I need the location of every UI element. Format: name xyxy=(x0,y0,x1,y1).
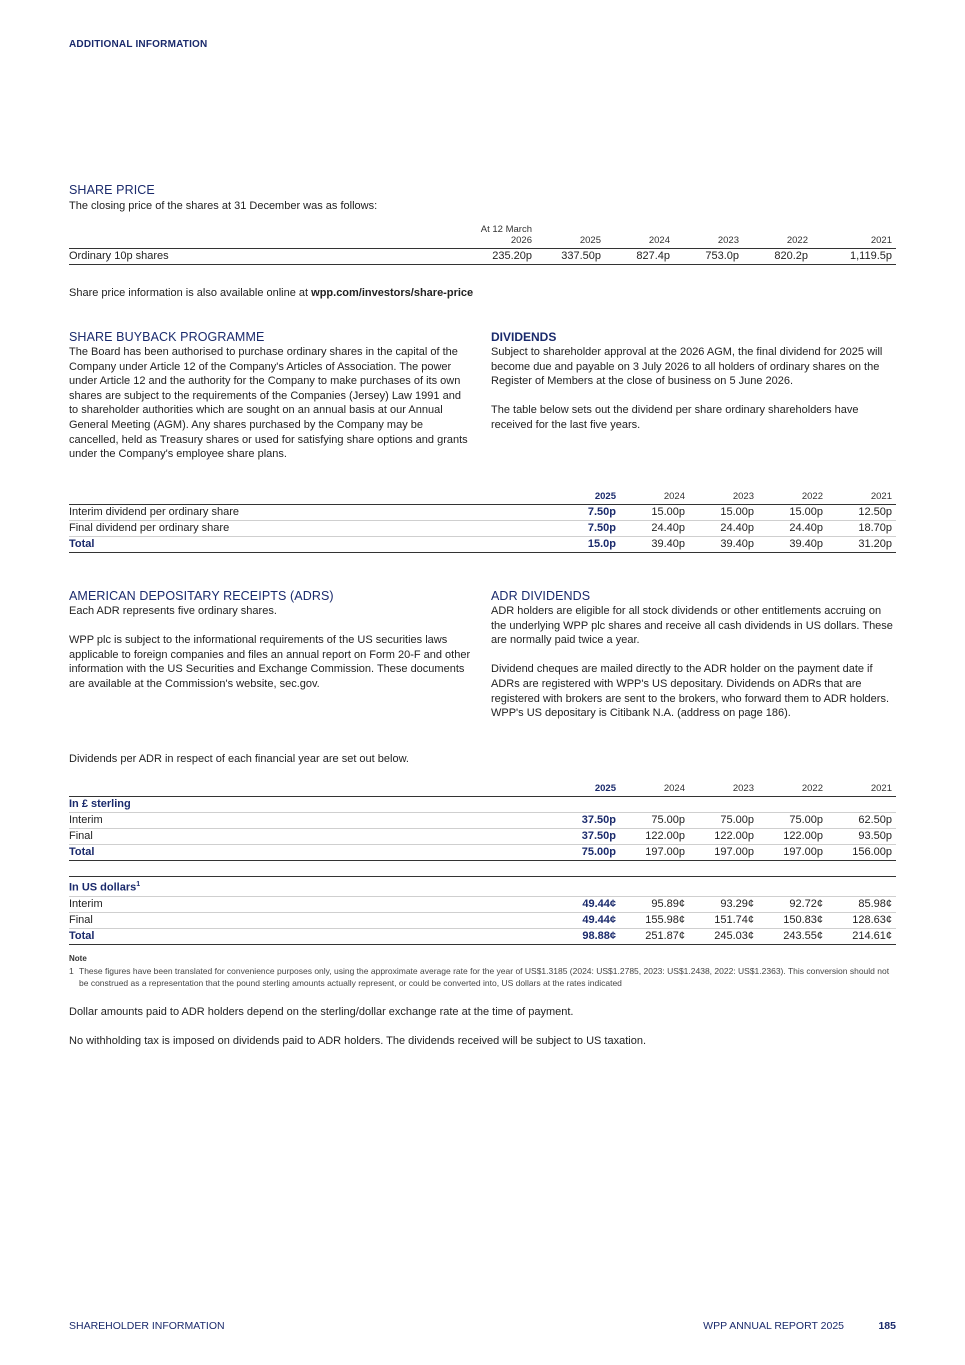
cell: 156.00p xyxy=(827,845,896,861)
cell: 122.00p xyxy=(758,829,827,845)
cell: 7.50p xyxy=(551,521,620,537)
header-cell: 2022 xyxy=(758,780,827,797)
cell: 753.0p xyxy=(674,249,743,265)
usd-label: In US dollars xyxy=(69,881,137,894)
row-label: Interim xyxy=(69,813,551,829)
cell: 39.40p xyxy=(620,537,689,553)
closing-para: Dollar amounts paid to ADR holders depend on the sterling/dollar exchange rate at the time of payment. xyxy=(69,1006,574,1018)
cell: 75.00p xyxy=(620,813,689,829)
cell: 15.00p xyxy=(620,505,689,521)
row-label: Interim xyxy=(69,896,551,912)
table-row xyxy=(69,928,896,944)
header-cell xyxy=(69,488,551,505)
page-number: 185 xyxy=(878,1320,896,1332)
dividends-para: The table below sets out the dividend per share ordinary shareholders have received for the last five years. xyxy=(491,404,859,431)
cell: 243.55¢ xyxy=(758,928,827,944)
header-cell: 2023 xyxy=(674,224,743,249)
cell: 95.89¢ xyxy=(620,896,689,912)
cell: 37.50p xyxy=(551,829,620,845)
adr-dividends-title: ADR DIVIDENDS xyxy=(491,589,591,603)
table-row xyxy=(69,896,896,912)
adrs-title: AMERICAN DEPOSITARY RECEIPTS (ADRS) xyxy=(69,589,334,603)
header-cell: 2024 xyxy=(605,224,674,249)
table-group-row xyxy=(69,797,896,813)
header-cell: 2022 xyxy=(743,224,812,249)
cell: 197.00p xyxy=(758,845,827,861)
cell: 337.50p xyxy=(536,249,605,265)
header-cell: 2025 xyxy=(551,488,620,505)
header-cell: 2023 xyxy=(689,780,758,797)
footer-section: SHAREHOLDER INFORMATION xyxy=(69,1320,225,1332)
row-label: Final xyxy=(69,829,551,845)
cell: 122.00p xyxy=(620,829,689,845)
header-cell: 2025 xyxy=(551,780,620,797)
cell: 24.40p xyxy=(758,521,827,537)
cell: 820.2p xyxy=(743,249,812,265)
adr-dividends-para: Dividend cheques are mailed directly to the ADR holder on the payment date if ADRs are registered with WPP's US depositary. Dividends on ADRs that are registered with brokers are sent to the brokers, who forward them to ADR holders. WPP's US depositary is Citibank N.A. (address on page 186). xyxy=(491,663,890,720)
closing-para: No withholding tax is imposed on dividends paid to ADR holders. The dividends received will be subject to US taxation. xyxy=(69,1035,647,1048)
header-cell: 2024 xyxy=(620,488,689,505)
cell: 49.44¢ xyxy=(551,912,620,928)
row-label: Total xyxy=(69,928,551,944)
header-cell: 2025 xyxy=(536,224,605,249)
cell: 1,119.5p xyxy=(812,249,896,265)
adrs-para: WPP plc is subject to the informational requirements of the US securities laws applicable to foreign companies and files an annual report on Form 20-F and other information with the US Securities and Exchange Commission. These documents are available at the Commission's website, sec.gov. xyxy=(69,634,471,690)
buyback-text: The Board has been authorised to purchase ordinary shares in the capital of the Company under Article 12 of the Company's Articles of Association. The power under Article 12 and the authority for the Company to make purchases of its own shares are subject to the requirements of the Companies (Jersey) Law 1991 and to shareholder authorities which are sought on an annual basis at our Annual General Meeting (AGM). Any shares purchased by the Company may be cancelled, held as Treasury shares or used for satisfying share options and grants under the Company's employee share plans. xyxy=(69,346,468,461)
row-label: Ordinary 10p shares xyxy=(69,249,464,265)
adr-dividends-para: ADR holders are eligible for all stock dividends or other entitlements accruing on the underlying WPP plc shares and receive all cash dividends in US dollars. These are normally paid twice a year. xyxy=(491,605,893,647)
header-cell: 2021 xyxy=(827,488,896,505)
header-cell xyxy=(69,780,551,797)
cell: 197.00p xyxy=(620,845,689,861)
cell: 15.00p xyxy=(689,505,758,521)
header-cell-at-12-march xyxy=(464,224,536,249)
cell: 122.00p xyxy=(689,829,758,845)
adr-dividends-text xyxy=(491,604,899,721)
header-cell: 2021 xyxy=(827,780,896,797)
footer-report: WPP ANNUAL REPORT 2025 xyxy=(703,1320,844,1332)
table-row xyxy=(69,829,896,845)
row-label: Interim dividend per ordinary share xyxy=(69,505,551,521)
table-spacer xyxy=(69,861,896,877)
section-header: ADDITIONAL INFORMATION xyxy=(69,39,208,50)
cell: 39.40p xyxy=(758,537,827,553)
online-prefix: Share price information is also available online at xyxy=(69,287,312,299)
cell: 75.00p xyxy=(689,813,758,829)
cell: 92.72¢ xyxy=(758,896,827,912)
row-label: Total xyxy=(69,537,551,553)
table-row xyxy=(69,505,896,521)
cell: 93.50p xyxy=(827,829,896,845)
adr-dividend-table xyxy=(69,780,896,945)
dividend-table xyxy=(69,488,896,553)
group-label xyxy=(69,877,551,897)
adr-table-intro: Dividends per ADR in respect of each financial year are set out below. xyxy=(69,753,409,765)
buyback-title: SHARE BUYBACK PROGRAMME xyxy=(69,330,265,344)
cell: 214.61¢ xyxy=(827,928,896,944)
cell: 37.50p xyxy=(551,813,620,829)
cell: 151.74¢ xyxy=(689,912,758,928)
cell: 98.88¢ xyxy=(551,928,620,944)
closing-text xyxy=(69,1005,897,1049)
cell: 75.00p xyxy=(551,845,620,861)
header-cell: 2022 xyxy=(758,488,827,505)
cell: 827.4p xyxy=(605,249,674,265)
group-label: In £ sterling xyxy=(69,797,551,813)
cell: 235.20p xyxy=(464,249,536,265)
cell: 7.50p xyxy=(551,505,620,521)
cell: 39.40p xyxy=(689,537,758,553)
cell: 49.44¢ xyxy=(551,896,620,912)
header-cell: 2023 xyxy=(689,488,758,505)
cell: 155.98¢ xyxy=(620,912,689,928)
cell: 251.87¢ xyxy=(620,928,689,944)
header-line: At 12 March xyxy=(480,224,532,235)
cell: 75.00p xyxy=(758,813,827,829)
share-price-title: SHARE PRICE xyxy=(69,183,155,197)
cell: 24.40p xyxy=(620,521,689,537)
share-price-table xyxy=(69,224,896,265)
dividends-text xyxy=(491,345,897,433)
cell: 18.70p xyxy=(827,521,896,537)
table-row xyxy=(69,521,896,537)
share-price-intro: The closing price of the shares at 31 December was as follows: xyxy=(69,200,378,212)
cell: 31.20p xyxy=(827,537,896,553)
dividends-para: Subject to shareholder approval at the 2026 AGM, the final dividend for 2025 will become due and payable on 3 July 2026 to all holders of ordinary shares on the Register of Members at the close of business on 5 June 2026. xyxy=(491,346,883,388)
note-number: 1 xyxy=(69,966,74,976)
share-price-link[interactable]: wpp.com/investors/share-price xyxy=(311,287,474,299)
adrs-para: Each ADR represents five ordinary shares. xyxy=(69,605,277,617)
header-cell xyxy=(69,224,464,249)
header-cell: 2024 xyxy=(620,780,689,797)
note-title: Note xyxy=(69,954,87,963)
cell: 24.40p xyxy=(689,521,758,537)
row-label: Total xyxy=(69,845,551,861)
table-row xyxy=(69,813,896,829)
table-row xyxy=(69,845,896,861)
cell: 245.03¢ xyxy=(689,928,758,944)
header-cell: 2021 xyxy=(812,224,896,249)
table-row xyxy=(69,912,896,928)
dividends-title: DIVIDENDS xyxy=(491,330,557,344)
note-text: These figures have been translated for convenience purposes only, using the approximate average rate for the year of US$1.3185 (2024: US$1.2785, 2023: US$1.2438, 2022: US$1.2363). This conversion should not be construed as a representation that the pound sterling amounts actually represent, or could be converted into, US dollars at the rates indicated xyxy=(79,966,890,988)
table-row xyxy=(69,537,896,553)
cell: 150.83¢ xyxy=(758,912,827,928)
header-line: 2026 xyxy=(510,235,532,246)
cell: 12.50p xyxy=(827,505,896,521)
cell: 62.50p xyxy=(827,813,896,829)
table-row xyxy=(69,249,896,265)
cell: 93.29¢ xyxy=(689,896,758,912)
adrs-text xyxy=(69,604,473,692)
row-label: Final dividend per ordinary share xyxy=(69,521,551,537)
cell: 197.00p xyxy=(689,845,758,861)
cell: 15.0p xyxy=(551,537,620,553)
cell: 128.63¢ xyxy=(827,912,896,928)
cell: 15.00p xyxy=(758,505,827,521)
footnote-marker: 1 xyxy=(136,881,141,888)
row-label: Final xyxy=(69,912,551,928)
share-price-online xyxy=(69,286,473,301)
cell: 85.98¢ xyxy=(827,896,896,912)
table-group-row xyxy=(69,877,896,897)
